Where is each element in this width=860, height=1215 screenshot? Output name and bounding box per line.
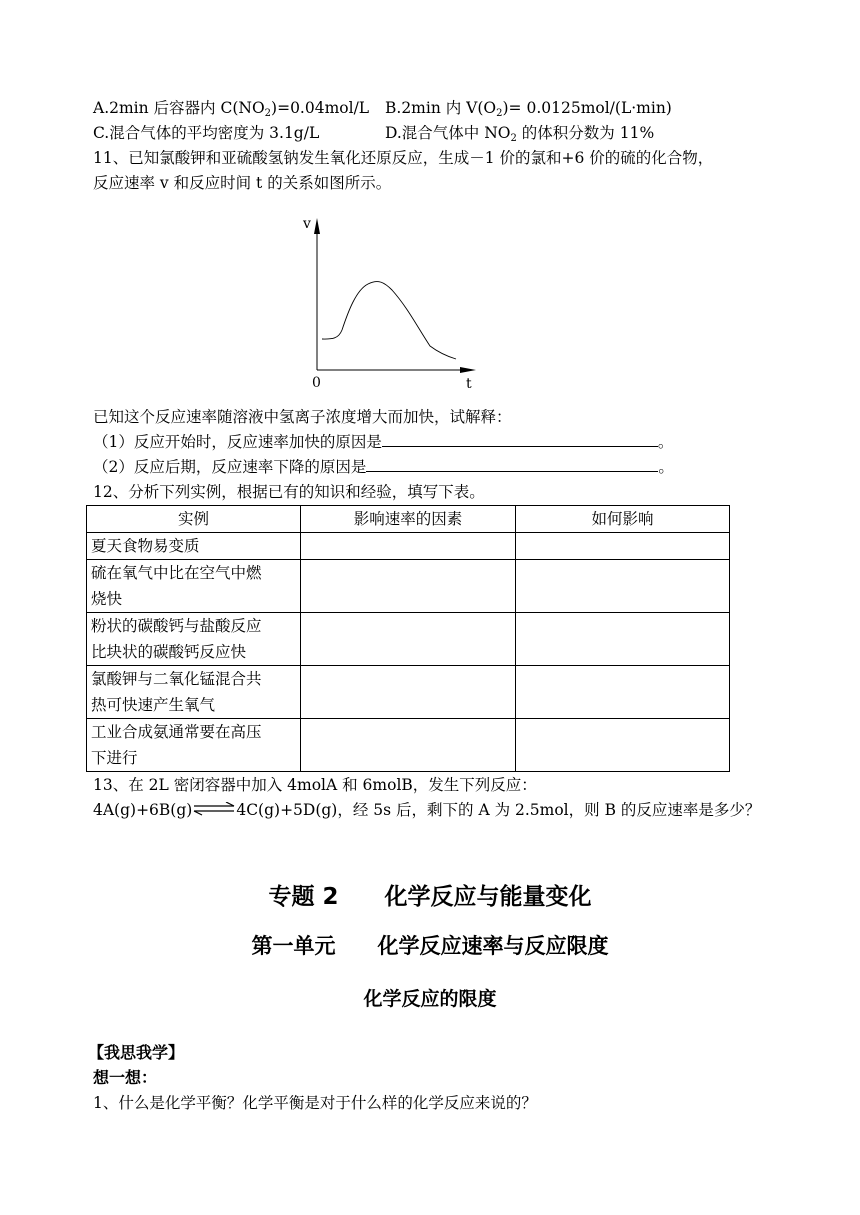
effect-answer-cell[interactable] bbox=[516, 666, 730, 719]
q10-option-b: B.2min 内 $V(O_2)= 0.0125mol/(L\cdot\min)$ bbox=[385, 99, 672, 119]
x-axis-arrow-icon bbox=[460, 367, 476, 373]
x-axis-label: t bbox=[466, 376, 472, 392]
table-header-row bbox=[87, 506, 730, 533]
y-axis-arrow-icon bbox=[314, 218, 320, 234]
think-subheader: 想一想： bbox=[93, 1068, 158, 1087]
answer-blank-2[interactable] bbox=[366, 457, 658, 472]
effect-answer-cell[interactable] bbox=[516, 719, 730, 772]
q11-line-2: 反应速率 v 和反应时间 t 的关系如图所示。 bbox=[93, 174, 392, 192]
lesson-title: 化学反应的限度 bbox=[363, 988, 497, 1010]
factor-answer-cell[interactable] bbox=[301, 560, 516, 613]
table-row bbox=[87, 666, 730, 719]
table-row bbox=[87, 533, 730, 560]
example-cell: 夏天食物易变质 bbox=[87, 533, 301, 560]
unit-title: 第一单元 化学反应速率与反应限度 bbox=[251, 934, 609, 958]
think-question-1: 1、什么是化学平衡？化学平衡是对于什么样的化学反应来说的？ bbox=[93, 1094, 537, 1112]
equilibrium-arrows-icon bbox=[192, 802, 236, 816]
rate-time-graph bbox=[300, 212, 490, 392]
origin-label: 0 bbox=[312, 375, 321, 391]
q10-option-a: A.2min 后容器内 $C(NO_2)=0.04mol/L$ bbox=[93, 99, 370, 119]
effect-answer-cell[interactable] bbox=[516, 613, 730, 666]
factor-answer-cell[interactable] bbox=[301, 533, 516, 560]
header-effect: 如何影响 bbox=[516, 506, 730, 533]
factor-answer-cell[interactable] bbox=[301, 666, 516, 719]
example-cell: 工业合成氨通常要在高压 下进行 bbox=[87, 719, 301, 772]
think-header: 【我思我学】 bbox=[88, 1043, 185, 1062]
q11-line-1: 11、已知氯酸钾和亚硫酸氢钠发生氧化还原反应，生成－1 价的氯和+6 价的硫的化合物， bbox=[93, 149, 714, 167]
q11-part-2: （2）反应后期，反应速率下降的原因是 。 bbox=[93, 458, 674, 476]
example-cell: 粉状的碳酸钙与盐酸反应 比块状的碳酸钙反应快 bbox=[87, 613, 301, 666]
q11-part-1: （1）反应开始时，反应速率加快的原因是 。 bbox=[93, 433, 674, 451]
topic-title: 专题 2 化学反应与能量变化 bbox=[268, 884, 592, 910]
effect-answer-cell[interactable] bbox=[516, 533, 730, 560]
header-factor: 影响速率的因素 bbox=[301, 506, 516, 533]
y-axis-label: v bbox=[303, 216, 311, 232]
example-cell: 氯酸钾与二氧化锰混合共 热可快速产生氧气 bbox=[87, 666, 301, 719]
q11-explain: 已知这个反应速率随溶液中氢离子浓度增大而加快，试解释： bbox=[93, 408, 512, 426]
q10-option-c: C.混合气体的平均密度为 3.1g/L bbox=[93, 124, 320, 142]
q10-option-d: D.混合气体中 $NO_2$ 的体积分数为 11% bbox=[385, 124, 655, 144]
factor-answer-cell[interactable] bbox=[301, 719, 516, 772]
q13-equation: 4A(g)+6B(g) 4C(g)+5D(g)，经 5s 后，剩下的 A 为 2.5mol，则 B 的反应速率是多少？ bbox=[93, 801, 761, 819]
factors-table bbox=[86, 505, 730, 772]
factor-answer-cell[interactable] bbox=[301, 613, 516, 666]
answer-blank-1[interactable] bbox=[382, 432, 658, 447]
effect-answer-cell[interactable] bbox=[516, 560, 730, 613]
q12-intro: 12、分析下列实例，根据已有的知识和经验，填写下表。 bbox=[93, 483, 485, 501]
table-row bbox=[87, 613, 730, 666]
table-row bbox=[87, 719, 730, 772]
header-example: 实例 bbox=[87, 506, 301, 533]
example-cell: 硫在氧气中比在空气中燃 烧快 bbox=[87, 560, 301, 613]
table-row bbox=[87, 560, 730, 613]
rate-curve bbox=[322, 282, 456, 359]
q13-line-1: 13、在 2L 密闭容器中加入 4molA 和 6molB，发生下列反应： bbox=[93, 776, 537, 794]
